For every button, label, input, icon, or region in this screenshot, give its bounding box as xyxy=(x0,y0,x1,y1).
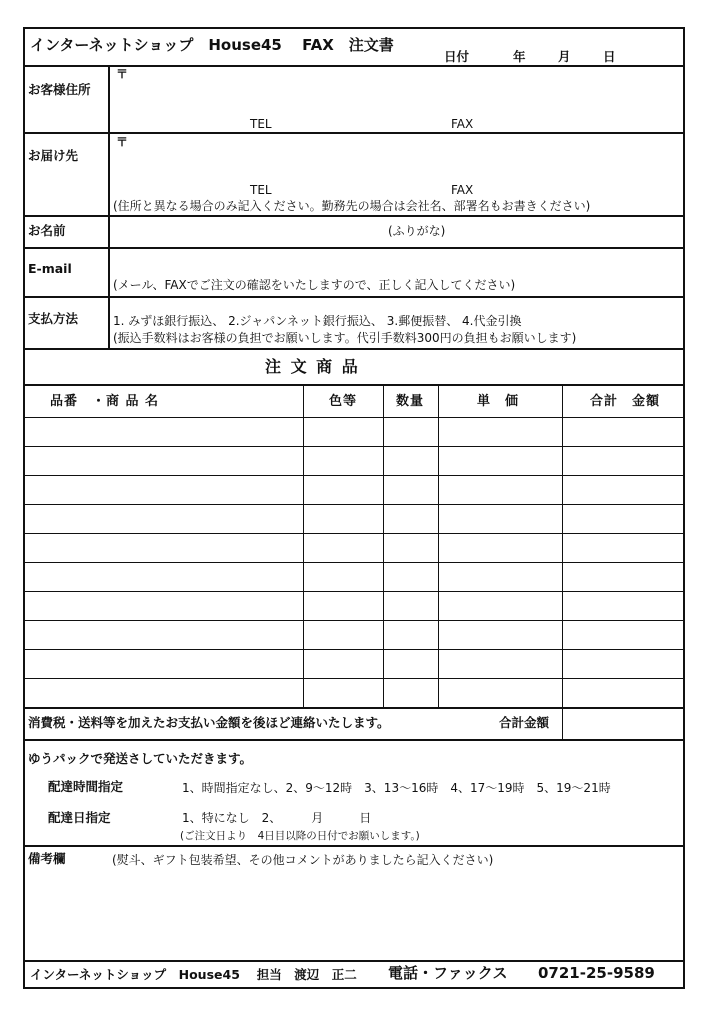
date-label: 日付 xyxy=(444,49,470,64)
table-row[interactable] xyxy=(24,620,684,621)
divider xyxy=(24,845,684,847)
table-row[interactable] xyxy=(24,504,684,505)
address-fax-label: FAX xyxy=(451,117,474,131)
shipping-heading: ゆうパックで発送さしていただきます。 xyxy=(28,751,253,766)
delivery-fax-label: FAX xyxy=(451,183,474,197)
footer-phone: 0721-25-9589 xyxy=(538,964,655,982)
total-label: 合計金額 xyxy=(499,715,550,730)
divider xyxy=(24,384,684,386)
form-title: インターネットショップ House45 FAX 注文書 xyxy=(30,36,394,54)
delivery-postal-mark: 〒 xyxy=(116,135,129,149)
total-amount-field[interactable] xyxy=(565,710,683,738)
table-row[interactable] xyxy=(24,446,684,447)
delivery-date-options: 1、特になし 2、 月 日 xyxy=(182,811,372,825)
delivery-time-options: 1、時間指定なし、2、9～12時 3、13～16時 4、17～19時 5、19～21時 xyxy=(182,781,611,795)
name-field[interactable] xyxy=(112,218,682,244)
divider xyxy=(24,960,684,962)
delivery-date-note: (ご注文日より 4日目以降の日付でお願いします。) xyxy=(180,830,420,842)
remarks-field[interactable] xyxy=(28,870,682,956)
total-note: 消費税・送料等を加えたお支払い金額を後ほど連絡いたします。 xyxy=(28,715,390,730)
divider xyxy=(24,348,684,350)
divider xyxy=(24,215,684,217)
email-field[interactable] xyxy=(112,250,682,276)
divider xyxy=(24,247,684,249)
label-column-divider xyxy=(108,65,110,348)
delivery-date-label: 配達日指定 xyxy=(48,810,111,825)
payment-label: 支払方法 xyxy=(28,311,79,326)
column-header-color: 色等 xyxy=(329,394,358,409)
address-label: お客様住所 xyxy=(28,82,91,97)
column-divider xyxy=(438,384,439,707)
delivery-time-label: 配達時間指定 xyxy=(48,779,124,794)
table-row[interactable] xyxy=(24,562,684,563)
remarks-note: (熨斗、ギフト包装希望、その他コメントがありましたら記入ください) xyxy=(112,853,494,867)
column-divider xyxy=(383,384,384,707)
name-label: お名前 xyxy=(28,223,66,238)
furigana-label: (ふりがな) xyxy=(388,224,446,238)
payment-note: (振込手数料はお客様の負担でお願いします。代引手数料300円の負担もお願いします) xyxy=(113,331,577,345)
divider xyxy=(24,707,684,709)
footer-phone-label: 電話・ファックス xyxy=(388,964,508,982)
table-row[interactable] xyxy=(24,649,684,650)
address-postal-mark: 〒 xyxy=(116,67,129,81)
year-label: 年 xyxy=(513,49,526,64)
delivery-note: (住所と異なる場合のみ記入ください。勤務先の場合は会社名、部署名もお書きください) xyxy=(113,199,591,213)
table-row[interactable] xyxy=(24,417,684,418)
divider xyxy=(24,739,684,741)
column-header-unit-price: 単 価 xyxy=(477,394,520,409)
order-title: 注 文 商 品 xyxy=(265,357,360,376)
month-label: 月 xyxy=(558,49,571,64)
remarks-label: 備考欄 xyxy=(28,851,66,866)
payment-options: 1. みずほ銀行振込、 2.ジャパンネット銀行振込、 3.郵便振替、 4.代金引換 xyxy=(113,314,522,328)
email-note: (メール、FAXでご注文の確認をいたしますので、正しく記入してください) xyxy=(113,278,516,292)
column-header-product: 品番 ・商 品 名 xyxy=(50,394,160,409)
table-row[interactable] xyxy=(24,678,684,679)
divider xyxy=(24,296,684,298)
delivery-tel-label: TEL xyxy=(250,183,272,197)
column-header-total: 合計 金額 xyxy=(590,394,661,409)
delivery-label: お届け先 xyxy=(28,148,79,163)
address-field[interactable] xyxy=(112,80,682,130)
table-row[interactable] xyxy=(24,475,684,476)
table-row[interactable] xyxy=(24,591,684,592)
footer-shop: インターネットショップ House45 担当 渡辺 正二 xyxy=(30,967,357,982)
column-header-quantity: 数量 xyxy=(396,394,425,409)
table-row[interactable] xyxy=(24,533,684,534)
day-label: 日 xyxy=(603,49,616,64)
delivery-field[interactable] xyxy=(112,148,682,182)
column-divider xyxy=(303,384,304,707)
email-label: E-mail xyxy=(28,261,72,276)
divider xyxy=(24,132,684,134)
address-tel-label: TEL xyxy=(250,117,272,131)
